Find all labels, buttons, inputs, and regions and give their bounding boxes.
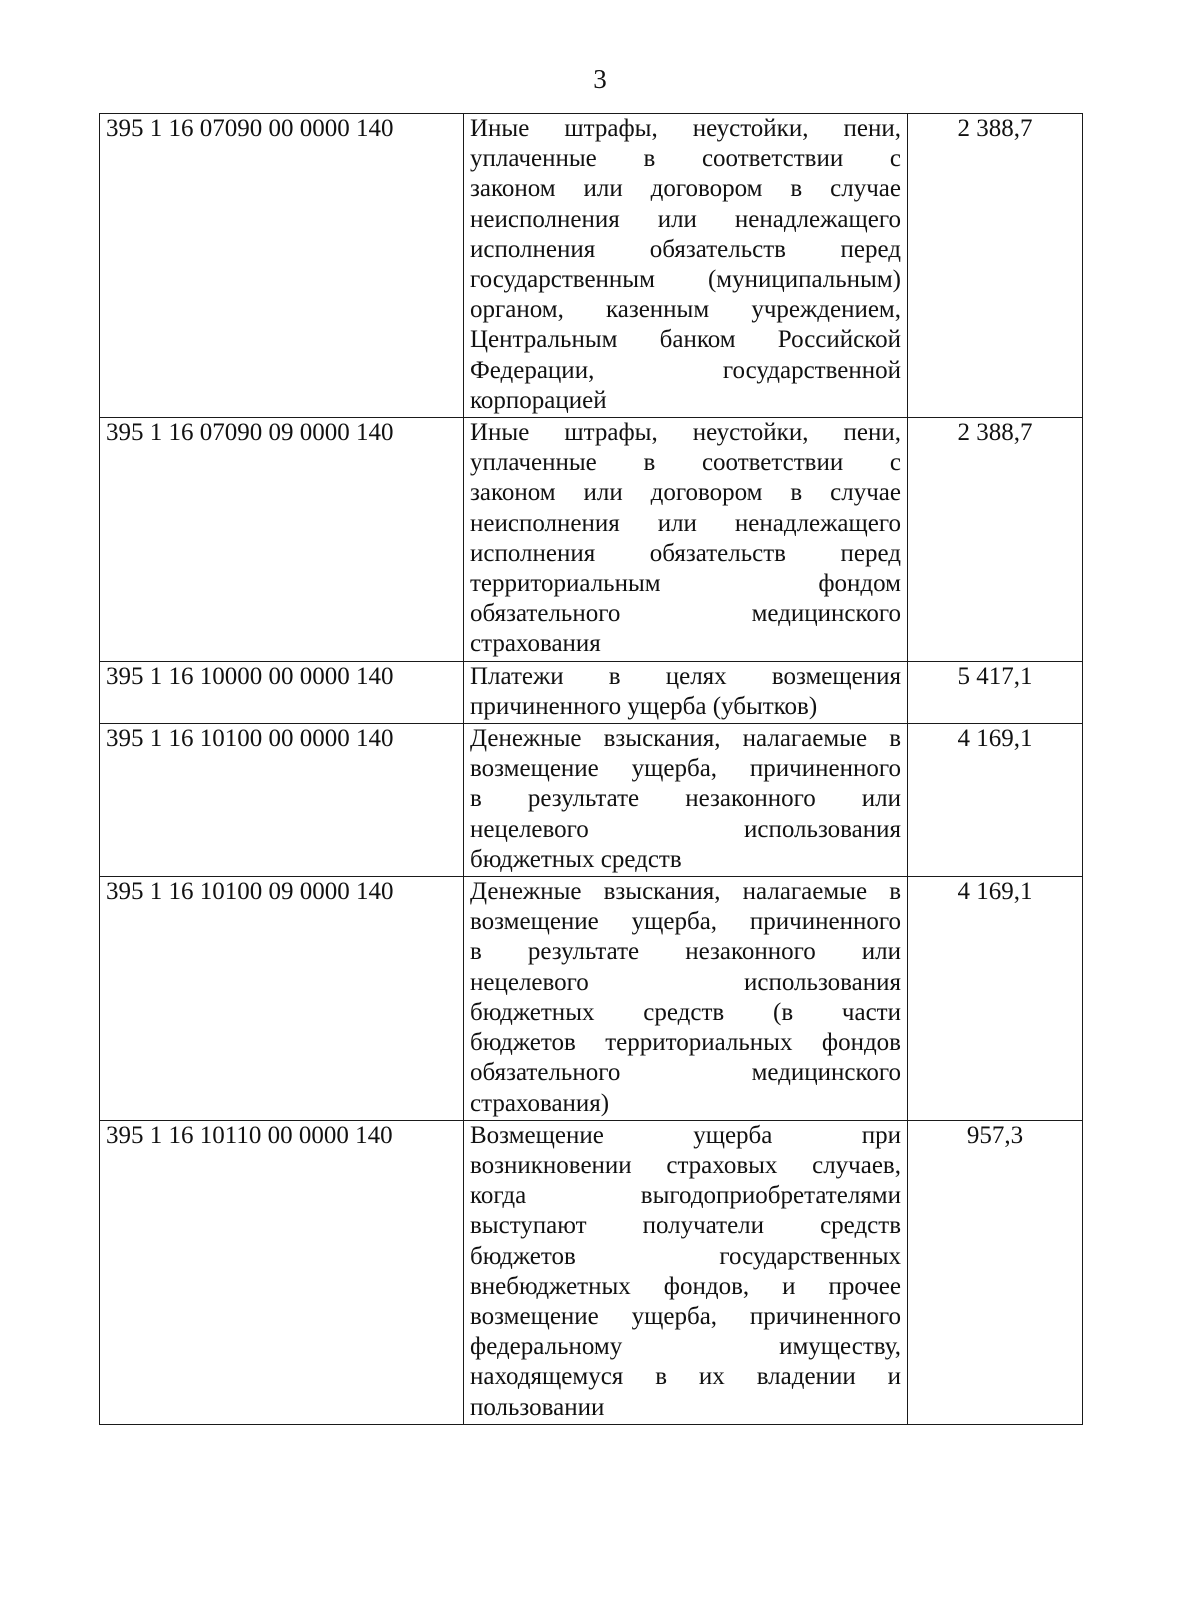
description-line: Денежные взыскания, налагаемые в [470,878,901,906]
description-line: федеральному имуществу, [470,1333,901,1361]
description-line: корпорацией [470,386,607,414]
description-cell [464,1120,908,1424]
description-line: причиненного ущерба (убытков) [470,692,818,720]
budget-revenue-table [99,113,1083,1425]
description-line: уплаченные в соответствии с [470,449,901,477]
description-line: бюджетных средств [470,845,682,873]
description-line: исполнения обязательств перед [470,235,901,263]
description-line: страхования) [470,1089,610,1117]
description-line: Иные штрафы, неустойки, пени, [470,419,901,447]
description-line: обязательного медицинского [470,1059,901,1087]
budget-code-cell: 395 1 16 10000 00 0000 140 [100,661,464,723]
table-row [100,661,1083,723]
budget-code-cell: 395 1 16 10100 00 0000 140 [100,724,464,877]
amount-cell: 957,3 [908,1120,1083,1424]
description-line: в результате незаконного или [470,785,901,813]
amount-cell: 4 169,1 [908,724,1083,877]
table-row [100,1120,1083,1424]
description-line: органом, казенным учреждением, [470,296,901,324]
description-cell [464,877,908,1121]
table-row [100,114,1083,418]
description-line: нецелевого использования [470,815,901,843]
description-line: обязательного медицинского [470,600,901,628]
table-row [100,877,1083,1121]
description-line: возмещение ущерба, причиненного [470,908,901,936]
description-line: бюджетов государственных [470,1242,901,1270]
amount-cell: 4 169,1 [908,877,1083,1121]
budget-code-cell: 395 1 16 07090 00 0000 140 [100,114,464,418]
description-line: страхования [470,630,601,658]
description-line: когда выгодоприобретателями [470,1182,901,1210]
description-cell [464,724,908,877]
page-number: 3 [593,64,607,94]
amount-cell: 2 388,7 [908,418,1083,662]
description-line: территориальным фондом [470,570,901,598]
description-line: законом или договором в случае [470,479,901,507]
description-line: возмещение ущерба, причиненного [470,755,901,783]
description-line: Иные штрафы, неустойки, пени, [470,115,901,142]
description-line: государственным (муниципальным) [470,266,901,294]
description-line: в результате незаконного или [470,938,901,966]
description-line: уплаченные в соответствии с [470,145,901,173]
description-line: Центральным банком Российской [470,326,901,354]
table-row [100,724,1083,877]
description-line: возникновении страховых случаев, [470,1151,901,1179]
amount-cell: 2 388,7 [908,114,1083,418]
description-line: находящемуся в их владении и [470,1363,901,1391]
description-line: пользовании [470,1393,605,1421]
description-line: возмещение ущерба, причиненного [470,1302,901,1330]
table-row [100,418,1083,662]
amount-cell: 5 417,1 [908,661,1083,723]
description-cell [464,661,908,723]
description-line: неисполнения или ненадлежащего [470,509,901,537]
description-line: Возмещение ущерба при [470,1121,901,1149]
description-line: неисполнения или ненадлежащего [470,205,901,233]
description-line: Платежи в целях возмещения [470,662,901,690]
description-line: Денежные взыскания, налагаемые в [470,725,901,753]
description-line: законом или договором в случае [470,175,901,203]
description-line: нецелевого использования [470,968,901,996]
description-line: исполнения обязательств перед [470,539,901,567]
budget-code-cell: 395 1 16 10110 00 0000 140 [100,1120,464,1424]
description-line: внебюджетных фондов, и прочее [470,1272,901,1300]
description-line: Федерации, государственной [470,356,901,384]
description-line: бюджетных средств (в части [470,998,901,1026]
description-line: бюджетов территориальных фондов [470,1029,901,1057]
budget-code-cell: 395 1 16 10100 09 0000 140 [100,877,464,1121]
budget-code-cell: 395 1 16 07090 09 0000 140 [100,418,464,662]
description-line: выступают получатели средств [470,1212,901,1240]
description-cell [464,418,908,662]
table-body [100,114,1083,1425]
description-cell [464,114,908,418]
